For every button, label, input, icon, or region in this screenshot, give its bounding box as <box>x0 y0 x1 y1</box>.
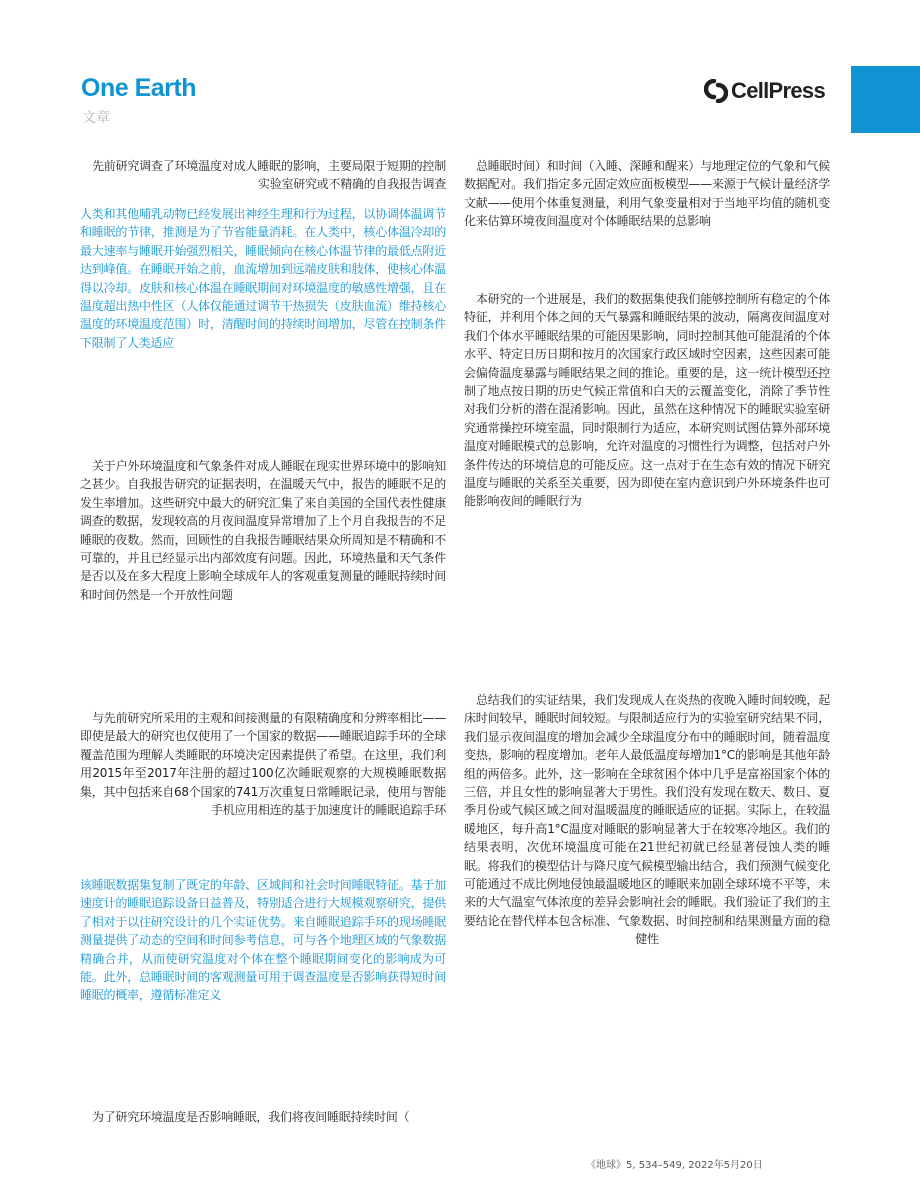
article-type-label: 文章 <box>82 110 110 126</box>
page-footer: 《地球》5, 534–549, 2022年5月20日 <box>586 1160 763 1171</box>
publisher-logo <box>704 78 825 104</box>
journal-title: One Earth <box>81 74 196 102</box>
section-tab <box>851 66 920 133</box>
paragraph-right-2: 本研究的一个进展是，我们的数据集使我们能够控制所有稳定的个体特征，并利用个体之间的天气暴露和睡眠结果的波动，隔离夜间温度对我们个体水平睡眠结果的可能因果影响，同时控制其他可能混淆的个体水平、特定日历日期和按月的次国家行政区域时空因素，这些因素可能会偏倚温度暴露与睡眠结果之间的推论。重要的是，这一统计模型还控制了地点按日期的历史气候正常值和白天的云覆盖变化，消除了季节性对我们分析的潜在混淆影响。因此，虽然在这种情况下的睡眠实验室研究通常操控环境室温，同时限制行为适应，本研究则试图估算外部环境温度对睡眠模式的总影响，允许对温度的习惯性行为调整，包括对户外条件传达的环境信息的可能反应。这一点对于在生态有效的情况下研究温度与睡眠的关系至关重要，因为即使在室内意识到户外环境条件也可能影响夜间的睡眠行为 <box>464 292 830 509</box>
paragraph-right-1: 总睡眠时间）和时间（入睡、深睡和醒来）与地理定位的气象和气候数据配对。我们指定多元固定效应面板模型——来源于气候计量经济学文献——使用个体重复测量，利用气象变量相对于当地平均值的随机变化来估算环境夜间温度对个体睡眠结果的总影响 <box>464 159 830 229</box>
paragraph-left-3: 关于户外环境温度和气象条件对成人睡眠在现实世界环境中的影响知之甚少。自我报告研究的证据表明，在温暖天气中，报告的睡眠不足的发生率增加。这些研究中最大的研究汇集了来自美国的全国代表性健康调查的数据，发现较高的月夜间温度异常增加了上个月自我报告的不足睡眠的夜数。然而，回顾性的自我报告睡眠结果众所周知是不精确和不可靠的，并且已经显示出内部效度有问题。因此，环境热量和天气条件是否以及在多大程度上影响全球成年人的客观重复测量的睡眠持续时间和时间仍然是一个开放性问题 <box>80 459 446 602</box>
paragraph-left-4: 与先前研究所采用的主观和间接测量的有限精确度和分辨率相比——即使是最大的研究也仅使用了一个国家的数据——睡眠追踪手环的全球覆盖范围为理解人类睡眠的环境决定因素提供了希望。在这里，我们利用2015年至2017年注册的超过100亿次睡眠观察的大规模睡眠数据集，其中包括来自68个国家的741万次重复日常睡眠记录，使用与智能手机应用相连的基于加速度计的睡眠追踪手环 <box>80 711 446 818</box>
paragraph-left-6: 为了研究环境温度是否影响睡眠，我们将夜间睡眠持续时间（ <box>92 1110 410 1124</box>
paragraph-right-3: 总结我们的实证结果，我们发现成人在炎热的夜晚入睡时间较晚，起床时间较早，睡眠时间较短。与限制适应行为的实验室研究结果不同，我们显示夜间温度的增加会减少全球温度分布中的睡眠时间，随着温度变热，影响的程度增加。老年人最低温度每增加1°C的影响是其他年龄组的两倍多。此外，这一影响在全球贫困个体中几乎是富裕国家个体的三倍，并且女性的影响显著大于男性。我们没有发现在数天、数日、夏季月份或气候区域之间对温暖温度的睡眠适应的证据。实际上，在较温暖地区，每升高1°C温度对睡眠的影响显著大于在较寒冷地区。我们的结果表明，次优环境温度可能在21世纪初就已经显著侵蚀人类的睡眠。将我们的模型估计与降尺度气候模型输出结合，我们预测气候变化可能通过不成比例地侵蚀最温暖地区的睡眠来加剧全球环境不平等，未来的大气温室气体浓度的差异会影响社会的睡眠。我们验证了我们的主要结论在替代样本包含标准、气象数据、时间控制和结果测量方面的稳健性 <box>464 693 830 947</box>
publisher-name: CellPress <box>731 78 825 103</box>
paragraph-left-1: 先前研究调查了环境温度对成人睡眠的影响，主要局限于短期的控制实验室研究或不精确的自我报告调查 <box>92 159 446 192</box>
paragraph-left-5: 该睡眠数据集复制了既定的年龄、区域间和社会时间睡眠特征。基于加速度计的睡眠追踪设备日益普及，特别适合进行大规模观察研究，提供了相对于以往研究设计的几个实证优势。来自睡眠追踪手环的现场睡眠测量提供了动态的空间和时间参考信息，可与各个地理区域的气象数据精确合并，从而使研究温度对个体在整个睡眠期间变化的影响成为可能。此外，总睡眠时间的客观测量可用于调查温度是否影响获得短时间睡眠的概率，遵循标准定义 <box>80 878 446 1003</box>
paragraph-left-2: 人类和其他哺乳动物已经发展出神经生理和行为过程，以协调体温调节和睡眠的节律，推测是为了节省能量消耗。在人类中，核心体温冷却的最大速率与睡眠开始强烈相关，睡眠倾向在核心体温节律的最低点附近达到峰值。在睡眠开始之前，血流增加到远端皮肤和肢体，使核心体温得以冷却。皮肤和核心体温在睡眠期间对环境温度的敏感性增强，且在温度超出热中性区（人体仅能通过调节干热损失（皮肤血流）维持核心温度的环境温度范围）时，清醒时间的持续时间增加，尽管在控制条件下限制了人类适应 <box>80 207 446 350</box>
cellpress-icon <box>704 79 728 103</box>
